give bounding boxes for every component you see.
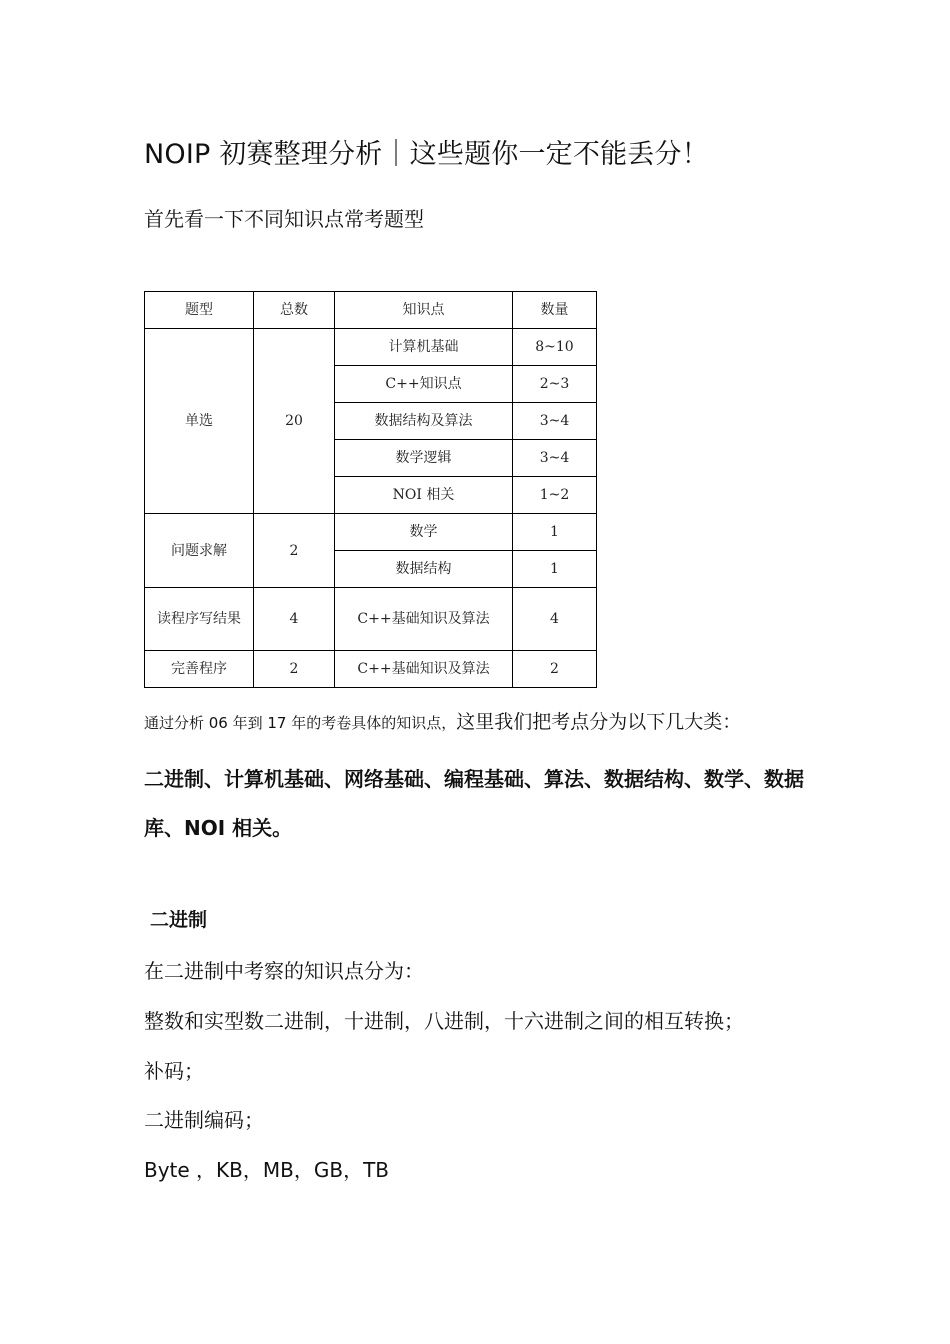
question-type-cell: 读程序写结果 [145,588,254,651]
binary-line: 二进制编码； [144,1108,264,1132]
table-header-cell: 题型 [145,292,254,329]
topic-cell: 数据结构及算法 [335,403,513,440]
topic-cell: C++基础知识及算法 [335,651,513,688]
count-cell: 8~10 [513,329,597,366]
total-cell: 2 [254,514,335,588]
topic-cell: 数学 [335,514,513,551]
topic-cell: C++基础知识及算法 [335,588,513,651]
table-row [145,651,597,688]
intro-text-part2: 这里我们把考点分为以下几大类： [456,711,742,733]
knowledge-table [144,291,597,688]
table-header-cell: 总数 [254,292,335,329]
count-cell: 1 [513,514,597,551]
table-header-cell: 数量 [513,292,597,329]
topic-cell: NOI 相关 [335,477,513,514]
total-cell: 4 [254,588,335,651]
question-type-cell: 问题求解 [145,514,254,588]
count-cell: 3~4 [513,440,597,477]
section-subtitle: 首先看一下不同知识点常考题型 [144,207,424,231]
count-cell: 2 [513,651,597,688]
count-cell: 4 [513,588,597,651]
table-header-cell: 知识点 [335,292,513,329]
binary-line: 补码； [144,1059,204,1083]
question-type-cell: 单选 [145,329,254,514]
intro-text-part1: 通过分析 06 年到 17 年的考卷具体的知识点， [144,714,457,732]
binary-line: 在二进制中考察的知识点分为： [144,959,424,983]
binary-heading: 二进制 [150,909,208,931]
page-title: NOIP 初赛整理分析｜这些题你一定不能丢分！ [144,139,709,170]
intro-paragraph [144,707,741,734]
categories-list: 二进制、计算机基础、网络基础、编程基础、算法、数据结构、数学、数据库、NOI 相关。 [144,767,804,840]
table-header-row [145,292,597,329]
table-row [145,588,597,651]
total-cell: 20 [254,329,335,514]
table-row [145,514,597,551]
binary-line: Byte ，KB，MB，GB，TB [144,1158,390,1182]
topic-cell: 计算机基础 [335,329,513,366]
topic-cell: C++知识点 [335,366,513,403]
count-cell: 3~4 [513,403,597,440]
total-cell: 2 [254,651,335,688]
count-cell: 1~2 [513,477,597,514]
binary-line: 整数和实型数二进制，十进制，八进制，十六进制之间的相互转换； [144,1009,744,1033]
count-cell: 2~3 [513,366,597,403]
table-row [145,329,597,366]
topic-cell: 数据结构 [335,551,513,588]
count-cell: 1 [513,551,597,588]
question-type-cell: 完善程序 [145,651,254,688]
topic-cell: 数学逻辑 [335,440,513,477]
